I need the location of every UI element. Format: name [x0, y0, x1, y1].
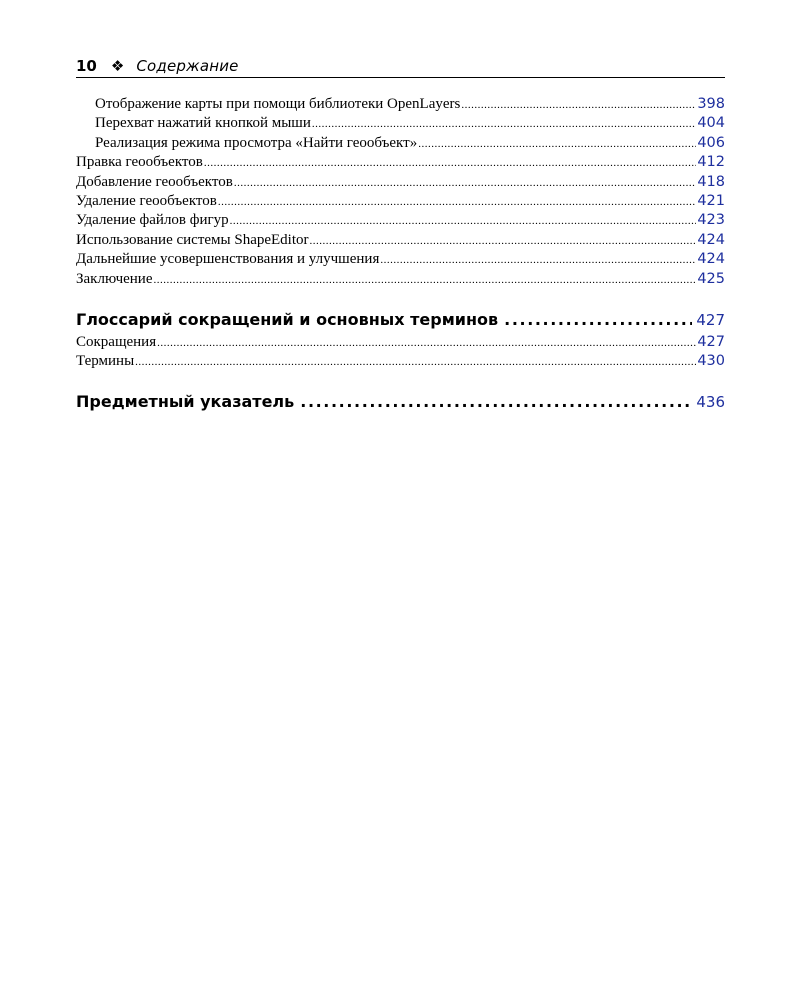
- dot-leader: [135, 356, 696, 368]
- toc-entry-mouse-clicks[interactable]: [76, 115, 725, 134]
- toc-page-number[interactable]: 436: [696, 392, 725, 411]
- toc-entry-label: Дальнейшие усовершенствования и улучшения: [76, 251, 380, 268]
- dot-leader: [380, 254, 696, 266]
- dot-leader: [204, 157, 696, 169]
- toc-page-number[interactable]: 398: [697, 96, 725, 112]
- toc-entry-abbreviations[interactable]: [76, 334, 725, 353]
- dot-leader: [300, 392, 692, 411]
- toc-entry-label: Реализация режима просмотра «Найти геообъект»: [95, 134, 418, 151]
- toc-entry-delete-shapefiles[interactable]: [76, 212, 725, 231]
- toc-page-number[interactable]: 423: [697, 212, 725, 229]
- toc-entry-delete-features[interactable]: [76, 193, 725, 212]
- toc-chapter-index[interactable]: [76, 392, 725, 416]
- toc-entry-further-improvements[interactable]: [76, 251, 725, 270]
- toc-page-number[interactable]: 424: [697, 231, 725, 248]
- table-of-contents: [76, 96, 725, 416]
- toc-page-number[interactable]: 418: [697, 173, 725, 190]
- toc-entry-label: Удаление геообъектов: [76, 192, 217, 209]
- toc-entry-terms[interactable]: [76, 353, 725, 372]
- diamond-ornament-icon: ❖: [110, 57, 125, 75]
- toc-page-number[interactable]: 404: [697, 115, 725, 132]
- page-number: 10: [76, 57, 97, 75]
- toc-page-number[interactable]: 430: [697, 353, 725, 370]
- section-spacer: [76, 373, 725, 392]
- page-header: [76, 57, 725, 78]
- toc-entry-openlayers[interactable]: [76, 96, 725, 115]
- toc-entry-label: Удаление файлов фигур: [76, 212, 229, 229]
- toc-entry-label: Термины: [76, 353, 135, 370]
- toc-entry-label: Правка геообъектов: [76, 154, 203, 171]
- toc-chapter-label: Предметный указатель: [76, 391, 295, 411]
- dot-leader: [157, 337, 696, 349]
- toc-entry-find-feature-mode[interactable]: [76, 135, 725, 154]
- toc-entry-label: Заключение: [76, 270, 153, 287]
- toc-entry-add-features[interactable]: [76, 174, 725, 193]
- toc-entry-edit-features[interactable]: [76, 154, 725, 173]
- toc-page-number[interactable]: 427: [696, 310, 725, 329]
- toc-chapter-glossary[interactable]: [76, 310, 725, 334]
- section-spacer: [76, 290, 725, 310]
- toc-entry-label: Использование системы ShapeEditor: [76, 231, 309, 248]
- toc-page-number[interactable]: 424: [697, 251, 725, 268]
- toc-page-number[interactable]: 427: [697, 333, 725, 350]
- toc-page-number[interactable]: 406: [697, 134, 725, 151]
- dot-leader: [218, 196, 696, 208]
- toc-page-number[interactable]: 425: [697, 270, 725, 287]
- toc-chapter-label: Глоссарий сокращений и основных терминов: [76, 309, 499, 329]
- toc-entry-label: Добавление геообъектов: [76, 173, 233, 190]
- toc-entry-label: Сокращения: [76, 333, 157, 350]
- dot-leader: [461, 99, 696, 111]
- dot-leader: [310, 235, 697, 247]
- dot-leader: [230, 215, 697, 227]
- dot-leader: [418, 138, 696, 150]
- running-header-title: Содержание: [136, 57, 239, 75]
- dot-leader: [154, 274, 697, 286]
- toc-entry-conclusion[interactable]: [76, 271, 725, 290]
- toc-page-number[interactable]: 412: [697, 154, 725, 171]
- toc-page-number[interactable]: 421: [697, 192, 725, 209]
- toc-entry-label: Отображение карты при помощи библиотеки OpenLayers: [95, 96, 461, 112]
- dot-leader: [312, 118, 696, 130]
- dot-leader: [504, 310, 692, 329]
- toc-entry-using-shapeeditor[interactable]: [76, 232, 725, 251]
- toc-entry-label: Перехват нажатий кнопкой мыши: [95, 115, 311, 132]
- dot-leader: [234, 177, 696, 189]
